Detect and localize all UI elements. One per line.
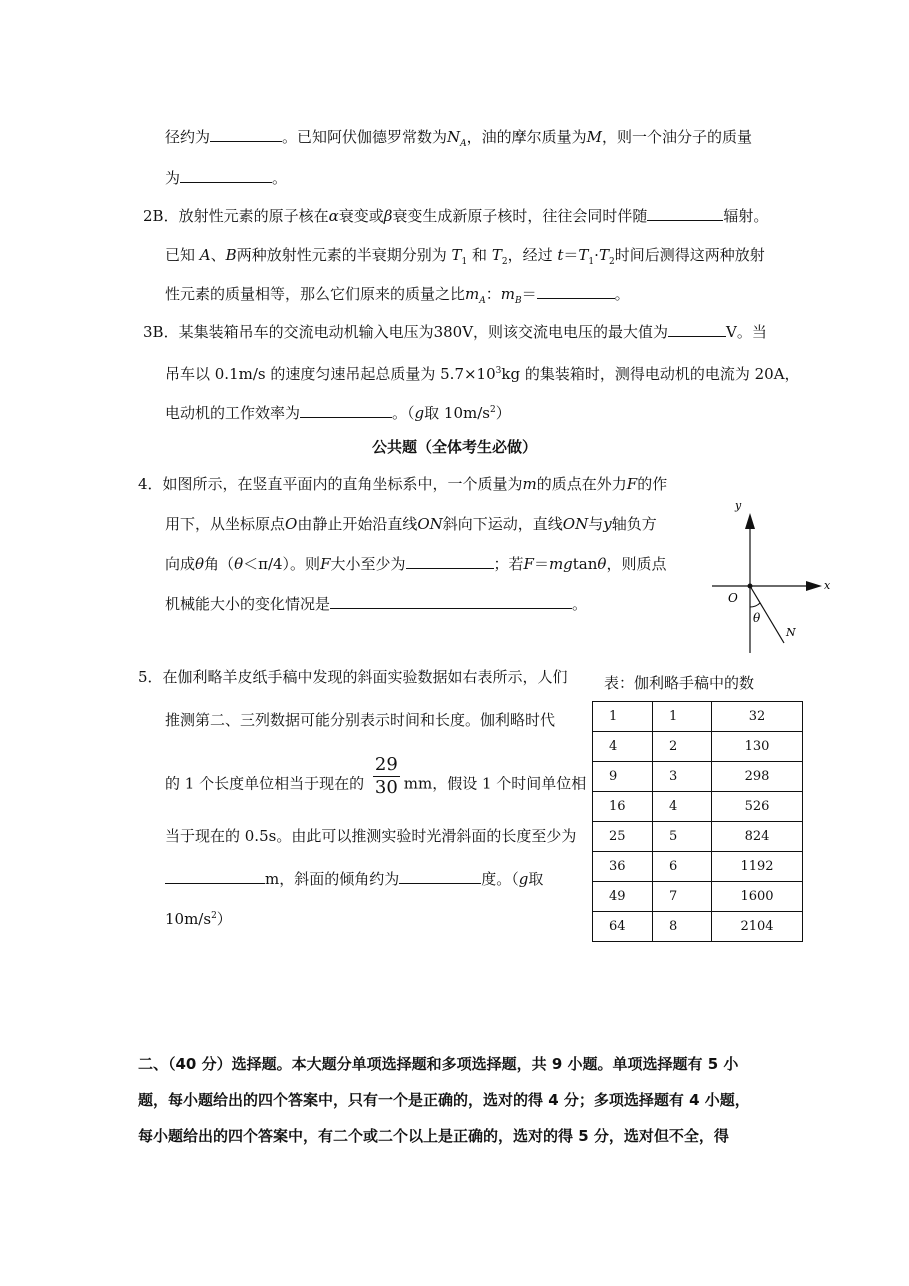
text: ，油的摩尔质量为: [466, 128, 587, 146]
text: 已知: [165, 246, 196, 264]
text: 大小至少为: [330, 555, 406, 573]
text: 用下，从坐标原点: [165, 515, 286, 533]
q5-line6: [165, 906, 232, 929]
symbol: α: [328, 207, 339, 225]
text: ＝: [521, 285, 537, 303]
table-cell: 3: [653, 762, 712, 792]
symbol: O: [285, 515, 298, 533]
text: ，则质点: [606, 555, 667, 573]
symbol: T: [578, 246, 589, 264]
text: 斜向下运动，直线: [442, 515, 563, 533]
text: V。当: [726, 323, 767, 341]
table-cell: 32: [712, 702, 803, 732]
text: 吊车以 0.1m/s 的速度匀速吊起总质量为 5.7×10: [165, 365, 496, 383]
q1-line1: [165, 127, 752, 154]
table-row: [593, 852, 803, 882]
text: 轴负方: [611, 515, 657, 533]
q5-line1: 5．在伽利略羊皮纸手稿中发现的斜面实验数据如右表所示，人们: [138, 668, 568, 686]
text: 。: [614, 285, 630, 303]
section2-line3: 每小题给出的四个答案中，有二个或二个以上是正确的，选对的得 5 分，选对但不全，得: [138, 1127, 729, 1145]
superscript: 3: [495, 366, 502, 376]
q5-line3: [165, 754, 587, 799]
text: ；若: [493, 555, 524, 573]
text: 机械能大小的变化情况是: [165, 595, 331, 613]
text: tan: [572, 555, 598, 573]
answer-blank: [537, 284, 615, 299]
q5-line2: 推测第二、三列数据可能分别表示时间和长度。伽利略时代: [165, 711, 556, 729]
table-cell: 25: [593, 822, 653, 852]
text: 向成: [165, 555, 196, 573]
text: 径约为: [165, 128, 211, 146]
table-cell: 4: [593, 732, 653, 762]
table-cell: 9: [593, 762, 653, 792]
symbol: m: [465, 285, 480, 303]
table-cell: 1: [653, 702, 712, 732]
symbol: T: [451, 246, 462, 264]
text: 3B．某集装箱吊车的交流电动机输入电压为380V，则该交流电电压的最大值为: [143, 323, 669, 341]
text: 和: [472, 246, 488, 264]
fraction-numerator: 29: [374, 754, 398, 775]
subscript: 1: [461, 257, 468, 267]
text: 。已知阿伏伽德罗常数为: [282, 128, 448, 146]
q3b-line2: [165, 361, 800, 384]
answer-blank: [399, 869, 481, 884]
table-cell: 4: [653, 792, 712, 822]
symbol: g: [518, 870, 529, 888]
text: 4．如图所示，在竖直平面内的直角坐标系中，一个质量为: [138, 475, 523, 493]
q2b-line1: [143, 206, 768, 226]
q5-line4: 当于现在的 0.5s。由此可以推测实验时光滑斜面的长度至少为: [165, 827, 577, 845]
x-axis-arrow: [806, 581, 822, 591]
text: 取: [528, 870, 544, 888]
symbol: θ: [597, 555, 607, 573]
symbol: β: [383, 207, 393, 225]
subscript: A: [479, 296, 486, 306]
text: ＝: [563, 246, 579, 264]
text: 与: [588, 515, 604, 533]
symbol: T: [598, 246, 609, 264]
text: ＝: [533, 555, 549, 573]
text: ）: [495, 404, 511, 422]
text: 衰变生成新原子核时，往往会同时伴随: [392, 207, 648, 225]
symbol: mg: [548, 555, 573, 573]
table-cell: 2: [653, 732, 712, 762]
symbol: T: [491, 246, 502, 264]
text: ，则一个油分子的质量: [602, 128, 753, 146]
table-row: [593, 882, 803, 912]
symbol: A: [199, 246, 211, 264]
coordinate-diagram: [700, 495, 840, 660]
table-cell: 298: [712, 762, 803, 792]
q2b-line2: [165, 245, 765, 272]
q2b-line3: [165, 284, 630, 311]
subscript: A: [460, 139, 467, 149]
answer-blank: [406, 554, 494, 569]
symbol: θ: [234, 555, 244, 573]
answer-blank: [210, 127, 282, 142]
y-axis-arrow: [745, 513, 755, 529]
section-title: 公共题（全体考生必做）: [371, 438, 537, 456]
table-row: [593, 912, 803, 942]
text: 10m/s: [165, 910, 212, 928]
symbol: t: [557, 246, 564, 264]
text: 性元素的质量相等，那么它们原来的质量之比: [165, 285, 466, 303]
table-cell: 16: [593, 792, 653, 822]
text: 为: [165, 169, 181, 187]
section2-line2: 题，每小题给出的四个答案中，只有一个是正确的，选对的得 4 分；多项选择题有 4 小题，: [138, 1091, 750, 1109]
subscript: 1: [588, 257, 595, 267]
x-label: x: [824, 579, 831, 592]
answer-blank: [165, 869, 265, 884]
symbol: y: [603, 515, 612, 533]
table-caption: 表：伽利略手稿中的数: [604, 674, 755, 692]
table-cell: 130: [712, 732, 803, 762]
q3b-line1: [143, 322, 767, 342]
table-row: [593, 732, 803, 762]
table-cell: 1600: [712, 882, 803, 912]
text: ，经过: [507, 246, 553, 264]
text: 电动机的工作效率为: [165, 404, 301, 422]
answer-blank: [647, 206, 723, 221]
symbol: F: [320, 555, 331, 573]
symbol: ON: [417, 515, 443, 533]
text: 。: [272, 169, 288, 187]
text: mm，假设 1 个时间单位相: [403, 774, 587, 793]
galileo-data-table: [592, 701, 803, 942]
symbol: ON: [562, 515, 589, 533]
symbol: θ: [195, 555, 205, 573]
text: 取 10m/s: [424, 404, 490, 422]
q1-line2: [165, 168, 287, 188]
text: ）: [216, 910, 232, 928]
text: ：: [485, 285, 501, 303]
table-cell: 2104: [712, 912, 803, 942]
table-cell: 49: [593, 882, 653, 912]
table-cell: 1192: [712, 852, 803, 882]
table-cell: 64: [593, 912, 653, 942]
table-row: [593, 792, 803, 822]
superscript: 2: [489, 405, 496, 415]
symbol: B: [225, 246, 237, 264]
symbol: m: [522, 475, 537, 493]
q3b-line3: [165, 400, 511, 423]
text: ＜π/4）。则: [243, 555, 321, 573]
text: 的 1 个长度单位相当于现在的: [165, 774, 365, 793]
angle-arc: [750, 603, 760, 607]
text: 的质点在外力: [536, 475, 627, 493]
subscript: B: [515, 296, 522, 306]
text: m，斜面的倾角约为: [265, 870, 400, 888]
n-label: N: [786, 626, 796, 639]
text: 角（: [204, 555, 235, 573]
table-row: [593, 702, 803, 732]
text: 两种放射性元素的半衰期分别为: [236, 246, 447, 264]
table-cell: 824: [712, 822, 803, 852]
table-row: [593, 822, 803, 852]
symbol: M: [586, 128, 603, 146]
answer-blank: [668, 322, 726, 337]
q4-line3: [165, 554, 666, 574]
theta-label: θ: [753, 611, 761, 625]
table-row: [593, 762, 803, 792]
symbol: N: [447, 128, 461, 146]
q4-line1: [138, 474, 667, 494]
text: kg 的集装箱时，测得电动机的电流为 20A，: [501, 365, 800, 383]
symbol: g: [414, 404, 425, 422]
text: 由静止开始沿直线: [297, 515, 418, 533]
answer-blank: [180, 168, 272, 183]
table-cell: 5: [653, 822, 712, 852]
text: 辐射。: [723, 207, 769, 225]
subscript: 2: [501, 257, 508, 267]
symbol: F: [626, 475, 638, 493]
text: 度。（: [481, 870, 519, 888]
table-cell: 36: [593, 852, 653, 882]
section2-line1: 二、（40 分）选择题。本大题分单项选择题和多项选择题，共 9 小题。单项选择题有 5 小: [138, 1055, 739, 1073]
symbol: F: [523, 555, 534, 573]
text: 衰变或: [338, 207, 384, 225]
q5-line5: [165, 869, 543, 889]
table-cell: 6: [653, 852, 712, 882]
q4-line4: [165, 594, 587, 614]
text: ·: [594, 246, 599, 264]
text: 。: [572, 595, 588, 613]
table-cell: 8: [653, 912, 712, 942]
text: 的作: [637, 475, 668, 493]
table-cell: 526: [712, 792, 803, 822]
superscript: 2: [211, 911, 217, 921]
y-label: y: [735, 499, 742, 512]
text: 。（: [392, 404, 415, 422]
q4-line2: [165, 514, 657, 534]
text: 时间后测得这两种放射: [614, 246, 765, 264]
answer-blank: [300, 403, 392, 418]
symbol: m: [500, 285, 515, 303]
text: 2B．放射性元素的原子核在: [143, 207, 329, 225]
origin-label: O: [728, 591, 738, 605]
subscript: 2: [608, 257, 615, 267]
fraction: [373, 754, 400, 799]
fraction-denominator: 30: [374, 777, 398, 798]
table-cell: 1: [593, 702, 653, 732]
table-cell: 7: [653, 882, 712, 912]
text: 、: [210, 246, 226, 264]
answer-blank: [330, 594, 572, 609]
